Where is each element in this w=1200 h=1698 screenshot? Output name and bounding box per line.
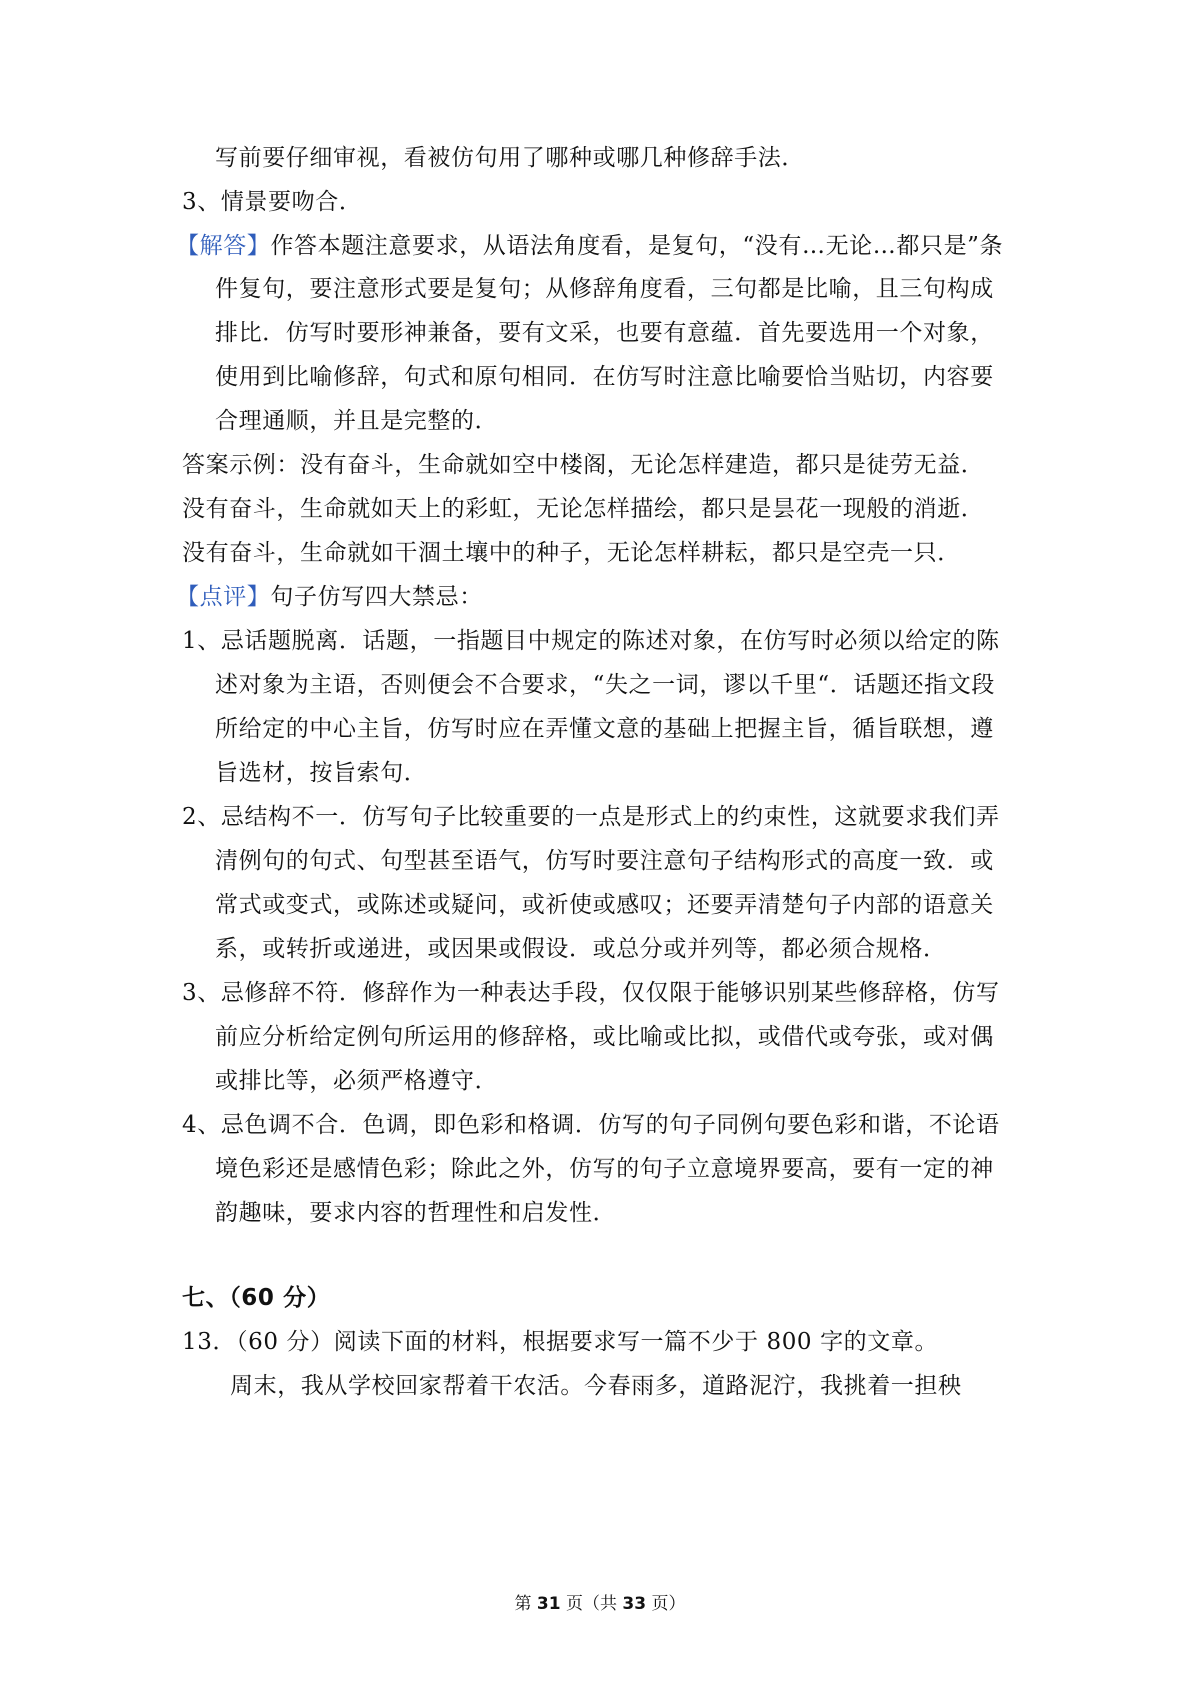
taboo-1-line-4: 旨选材，按旨索句．: [215, 760, 428, 786]
answer-line-1: [0, 230, 1200, 262]
comment-text: 句子仿写四大禁忌：: [270, 584, 483, 610]
taboo-2-line-2: 清例句的句式、句型甚至语气，仿写时要注意句子结构形式的高度一致．或: [215, 848, 994, 874]
answer-line-5: 合理通顺，并且是完整的．: [215, 408, 499, 434]
footer-total-pages: 33: [622, 1594, 647, 1614]
taboo-1-line-1: 1、忌话题脱离．话题，一指题目中规定的陈述对象，在仿写时必须以给定的陈: [182, 628, 1000, 654]
taboo-1-line-3: 所给定的中心主旨，仿写时应在弄懂文意的基础上把握主旨，循旨联想，遵: [215, 716, 994, 742]
taboo-2-line-3: 常式或变式，或陈述或疑问，或祈使或感叹；还要弄清楚句子内部的语意关: [215, 892, 994, 918]
example-2: 没有奋斗，生命就如天上的彩虹，无论怎样描绘，都只是昙花一现般的消逝．: [182, 496, 985, 522]
question-13-material: 周末，我从学校回家帮着干农活。今春雨多，道路泥泞，我挑着一担秧: [230, 1373, 962, 1399]
comment-line: [0, 581, 1200, 613]
taboo-2-line-1: 2、忌结构不一．仿写句子比较重要的一点是形式上的约束性，这就要求我们弄: [182, 804, 1000, 830]
taboo-3-line-3: 或排比等，必须严格遵守．: [215, 1068, 499, 1094]
example-1: 答案示例：没有奋斗，生命就如空中楼阁，无论怎样建造，都只是徒劳无益．: [182, 452, 985, 478]
taboo-4-line-2: 境色彩还是感情色彩；除此之外，仿写的句子立意境界要高，要有一定的神: [215, 1156, 994, 1182]
footer-page-number: 31: [536, 1594, 561, 1614]
footer-prefix: 第: [514, 1594, 537, 1614]
example-3: 没有奋斗，生命就如干涸土壤中的种子，无论怎样耕耘，都只是空壳一只．: [182, 540, 961, 566]
taboo-2-line-4: 系，或转折或递进，或因果或假设．或总分或并列等，都必须合规格．: [215, 936, 947, 962]
answer-line-4: 使用到比喻修辞，句式和原句相同．在仿写时注意比喻要恰当贴切，内容要: [215, 364, 994, 390]
question-13: 13．（60 分）阅读下面的材料，根据要求写一篇不少于 800 字的文章。: [182, 1329, 939, 1355]
taboo-1-line-2: 述对象为主语，否则便会不合要求，“失之一词，谬以千里“．话题还指文段: [215, 672, 995, 698]
page-footer: [0, 1592, 1200, 1616]
footer-middle: 页（共: [560, 1594, 623, 1614]
footer-suffix: 页）: [646, 1594, 686, 1614]
taboo-3-line-1: 3、忌修辞不符．修辞作为一种表达手段，仅仅限于能够识别某些修辞格，仿写: [182, 980, 1000, 1006]
answer-tag: 【解答】: [176, 233, 271, 259]
answer-line-3: 排比．仿写时要形神兼备，要有文采，也要有意蕴．首先要选用一个对象，: [215, 320, 994, 346]
taboo-4-line-3: 韵趣味，要求内容的哲理性和启发性．: [215, 1200, 617, 1226]
taboo-3-line-2: 前应分析给定例句所运用的修辞格，或比喻或比拟，或借代或夸张，或对偶: [215, 1024, 994, 1050]
section-7-title: 七、（60 分）: [182, 1285, 331, 1311]
point-3: 3、情景要吻合．: [182, 189, 363, 215]
comment-tag: 【点评】: [176, 584, 271, 610]
answer-line-2: 件复句，要注意形式要是复句；从修辞角度看，三句都是比喻，且三句构成: [215, 276, 994, 302]
taboo-4-line-1: 4、忌色调不合．色调，即色彩和格调．仿写的句子同例句要色彩和谐，不论语: [182, 1112, 1000, 1138]
intro-tail: 写前要仔细审视，看被仿句用了哪种或哪几种修辞手法．: [215, 145, 805, 171]
answer-text-1: 作答本题注意要求，从语法角度看，是复句，“没有…无论…都只是”条: [270, 233, 1004, 259]
